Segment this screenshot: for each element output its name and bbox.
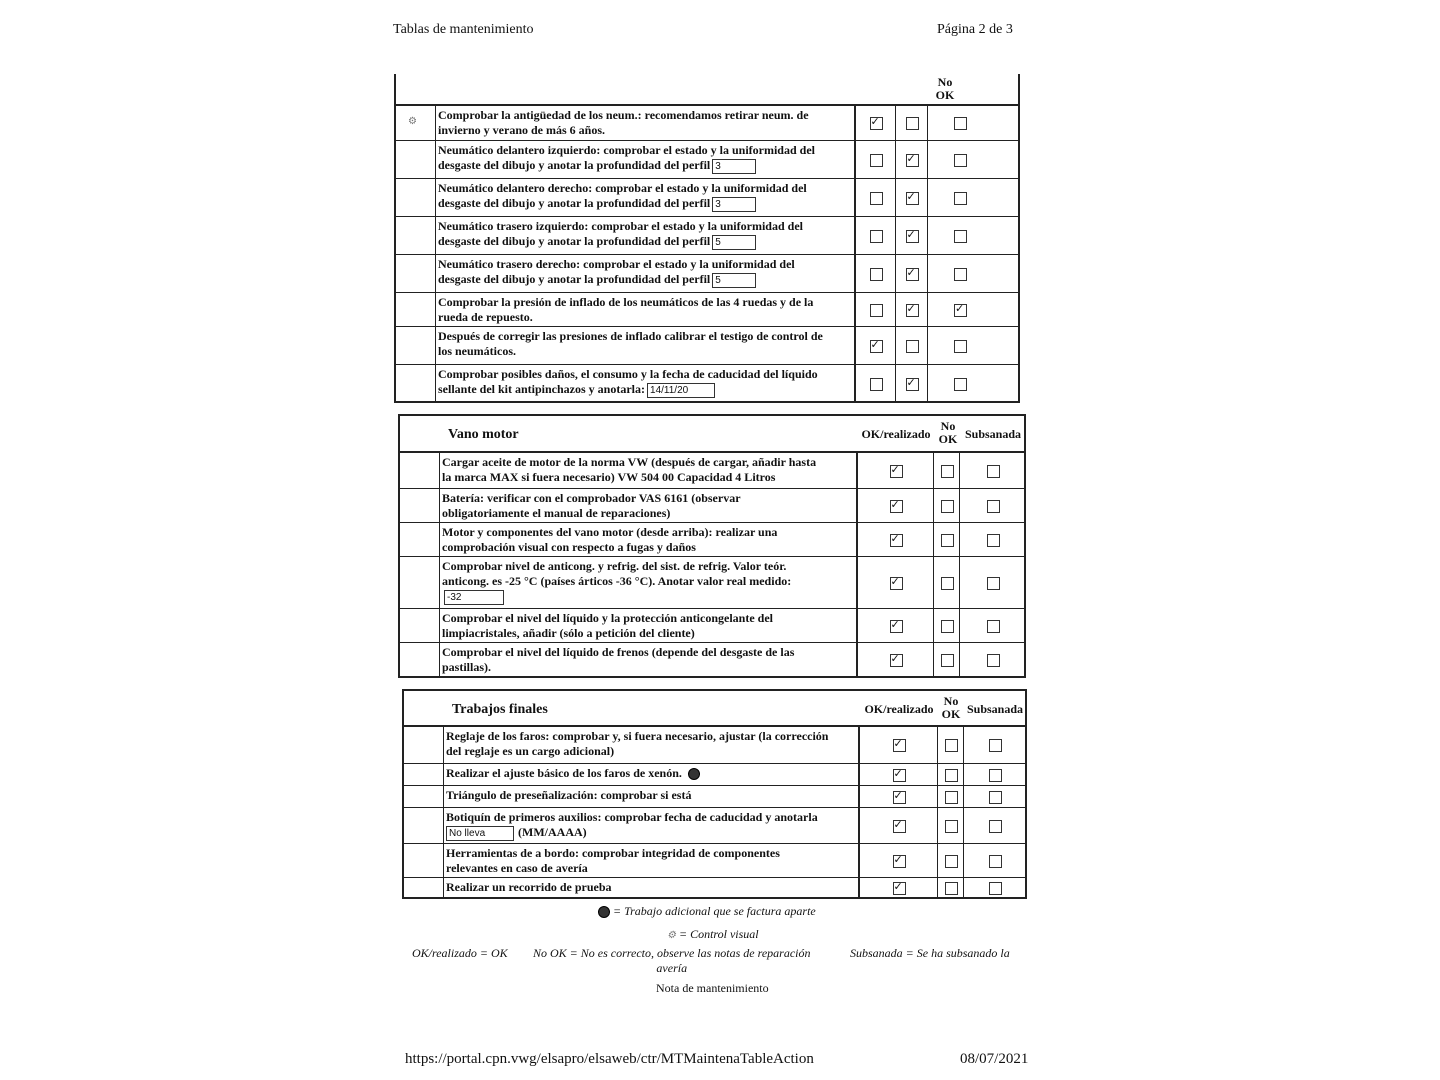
row-icon-cell <box>404 844 444 878</box>
no-ok-checkbox[interactable] <box>906 117 919 130</box>
description-line-1: Comprobar nivel de anticong. y refrig. del sist. de refrig. Valor teór. <box>442 559 787 573</box>
legend-no-ok: No OK = No es correcto, observe las notas de reparación avería <box>533 946 811 975</box>
no-ok-checkbox-cell <box>934 643 960 677</box>
row-icon-cell <box>396 365 436 403</box>
ok-checkbox-cell <box>858 489 934 523</box>
description-text: obligatoriamente el manual de reparaciones) <box>442 506 671 520</box>
table-row <box>404 763 1025 786</box>
description-line-1: Reglaje de los faros: comprobar y, si fuera necesario, ajustar (la corrección <box>446 729 829 743</box>
page-number: Página 2 de 3 <box>937 22 1013 37</box>
col-header-ok: OK/realizado <box>864 702 934 716</box>
row-description <box>440 643 858 677</box>
subsanada-checkbox-cell <box>928 255 992 293</box>
ok-checkbox[interactable] <box>870 230 883 243</box>
no-ok-checkbox[interactable] <box>945 882 958 895</box>
value-input[interactable]: No lleva <box>446 826 514 841</box>
ok-checkbox-cell <box>858 523 934 557</box>
subsanada-checkbox-cell <box>928 293 992 327</box>
table-row <box>404 807 1025 844</box>
subsanada-checkbox-cell <box>928 179 992 217</box>
no-ok-checkbox[interactable] <box>906 154 919 167</box>
ok-checkbox-cell <box>856 217 896 255</box>
table-row <box>396 140 1018 179</box>
description-text: relevantes en caso de avería <box>446 861 588 875</box>
description-line-1: Neumático delantero derecho: comprobar el estado y la uniformidad del <box>438 181 807 195</box>
ok-checkbox-cell <box>856 106 896 140</box>
ok-checkbox[interactable] <box>870 117 883 130</box>
description-line-2 <box>438 344 854 359</box>
row-description <box>436 217 856 255</box>
subsanada-checkbox-cell <box>960 557 1026 609</box>
ok-checkbox-cell <box>856 293 896 327</box>
description-line-1: Cargar aceite de motor de la norma VW (después de cargar, añadir hasta <box>442 455 817 469</box>
description-text: desgaste del dibujo y anotar la profundidad del perfil <box>438 272 711 286</box>
visual-control-icon: ⚙ <box>667 930 676 941</box>
description-text: comprobación visual con respecto a fugas y daños <box>442 540 696 554</box>
description-line-2 <box>438 196 854 212</box>
additional-work-icon <box>688 768 700 780</box>
table-row <box>404 727 1025 763</box>
description-line-2 <box>446 861 858 876</box>
row-icon-cell <box>396 217 436 255</box>
no-ok-checkbox[interactable] <box>945 739 958 752</box>
description-text: pastillas). <box>442 660 492 674</box>
subsanada-checkbox[interactable] <box>954 117 967 130</box>
subsanada-checkbox[interactable] <box>989 882 1002 895</box>
subsanada-checkbox-cell <box>960 523 1026 557</box>
ok-checkbox[interactable] <box>893 791 906 804</box>
document-title: Tablas de mantenimiento <box>393 22 534 37</box>
description-line-2 <box>442 626 856 641</box>
ok-checkbox[interactable] <box>890 577 903 590</box>
value-input[interactable]: 3 <box>712 159 756 174</box>
row-icon-cell <box>396 179 436 217</box>
ok-checkbox-cell <box>856 365 896 403</box>
description-line-2 <box>438 272 854 288</box>
ok-checkbox[interactable] <box>870 340 883 353</box>
description-text: limpiacristales, añadir (sólo a petición del cliente) <box>442 626 695 640</box>
description-line-1: Realizar un recorrido de prueba <box>446 880 612 894</box>
subsanada-checkbox[interactable] <box>954 304 967 317</box>
legend-visual-control: ⚙ = Control visual <box>667 927 759 941</box>
subsanada-checkbox[interactable] <box>987 534 1000 547</box>
row-icon-cell <box>400 609 440 643</box>
ok-checkbox-cell <box>856 327 896 365</box>
section-title-vano-motor: Vano motor <box>448 427 519 442</box>
subsanada-checkbox[interactable] <box>987 465 1000 478</box>
no-ok-checkbox[interactable] <box>941 577 954 590</box>
no-ok-checkbox[interactable] <box>945 820 958 833</box>
table-vano-motor <box>398 414 1026 678</box>
value-input[interactable]: 14/11/20 <box>647 383 715 398</box>
no-ok-checkbox-cell <box>896 293 928 327</box>
subsanada-checkbox[interactable] <box>954 154 967 167</box>
description-line-1: Comprobar la presión de inflado de los neumáticos de las 4 ruedas y de la <box>438 295 814 309</box>
subsanada-checkbox[interactable] <box>989 820 1002 833</box>
no-ok-checkbox[interactable] <box>945 791 958 804</box>
row-description <box>444 786 860 808</box>
subsanada-checkbox[interactable] <box>987 654 1000 667</box>
table-row <box>396 364 1018 403</box>
row-description <box>436 179 856 217</box>
table-row <box>396 254 1018 293</box>
description-text: rueda de repuesto. <box>438 310 533 324</box>
no-ok-checkbox-cell <box>934 609 960 643</box>
description-line-2 <box>446 825 858 841</box>
subsanada-checkbox-cell <box>928 365 992 403</box>
table-row <box>400 556 1024 609</box>
ok-checkbox-cell <box>858 609 934 643</box>
no-ok-checkbox-cell <box>938 764 964 786</box>
table-row <box>400 453 1024 488</box>
row-description <box>436 327 856 365</box>
ok-checkbox-cell <box>856 141 896 179</box>
no-ok-checkbox[interactable] <box>906 304 919 317</box>
description-line-1: Comprobar la antigüedad de los neum.: recomendamos retirar neum. de <box>438 108 809 122</box>
subsanada-checkbox-cell <box>964 764 1026 786</box>
description-line-2 <box>446 744 858 759</box>
description-text: desgaste del dibujo y anotar la profundidad del perfil <box>438 234 711 248</box>
row-icon-cell <box>396 106 436 140</box>
table-row <box>396 216 1018 255</box>
row-description <box>436 255 856 293</box>
no-ok-checkbox-cell <box>896 255 928 293</box>
no-ok-checkbox-cell <box>934 453 960 488</box>
description-line-2 <box>438 382 854 398</box>
description-text: los neumáticos. <box>438 344 516 358</box>
no-ok-checkbox[interactable] <box>941 620 954 633</box>
subsanada-checkbox[interactable] <box>954 340 967 353</box>
description-line-1: Neumático trasero derecho: comprobar el estado y la uniformidad del <box>438 257 795 271</box>
ok-checkbox[interactable] <box>870 378 883 391</box>
row-description <box>436 141 856 179</box>
ok-checkbox[interactable] <box>890 465 903 478</box>
col-header-no-ok: No OK <box>935 75 955 102</box>
table-row <box>400 522 1024 557</box>
table-row <box>400 488 1024 523</box>
subsanada-checkbox[interactable] <box>989 739 1002 752</box>
row-icon-cell <box>404 727 444 763</box>
row-description <box>444 764 860 786</box>
no-ok-checkbox[interactable] <box>906 268 919 281</box>
description-text: la marca MAX si fuera necesario) VW 504 00 Capacidad 4 Litros <box>442 470 776 484</box>
col-header-ok: OK/realizado <box>861 427 931 441</box>
row-description <box>444 844 860 878</box>
row-icon-cell <box>400 453 440 488</box>
no-ok-checkbox[interactable] <box>941 654 954 667</box>
table-row <box>396 178 1018 217</box>
row-icon-cell <box>404 878 444 898</box>
no-ok-checkbox[interactable] <box>906 340 919 353</box>
description-line-1: Comprobar posibles daños, el consumo y la fecha de caducidad del líquido <box>438 367 818 381</box>
col-header-no-ok: No OK <box>941 694 961 721</box>
ok-checkbox[interactable] <box>893 820 906 833</box>
row-description <box>440 609 858 643</box>
ok-checkbox-cell <box>860 727 938 763</box>
ok-checkbox[interactable] <box>890 534 903 547</box>
row-icon-cell <box>396 255 436 293</box>
no-ok-checkbox-cell <box>938 844 964 878</box>
subsanada-checkbox-cell <box>960 609 1026 643</box>
description-line-2 <box>442 470 856 485</box>
description-text: desgaste del dibujo y anotar la profundidad del perfil <box>438 158 711 172</box>
description-line-1: Motor y componentes del vano motor (desde arriba): realizar una <box>442 525 778 539</box>
no-ok-checkbox-cell <box>896 365 928 403</box>
ok-checkbox[interactable] <box>893 855 906 868</box>
row-description <box>436 106 856 140</box>
ok-checkbox[interactable] <box>870 268 883 281</box>
col-header-no-ok: No OK <box>938 419 958 446</box>
description-text: (MM/AAAA) <box>518 825 587 839</box>
section-title-trabajos-finales: Trabajos finales <box>452 702 548 717</box>
subsanada-checkbox-cell <box>960 489 1026 523</box>
description-line-2 <box>438 158 854 174</box>
no-ok-checkbox-cell <box>938 878 964 898</box>
ok-checkbox[interactable] <box>870 304 883 317</box>
ok-checkbox-cell <box>856 255 896 293</box>
table-row <box>404 785 1025 808</box>
description-line-1: Batería: verificar con el comprobador VAS 6161 (observar <box>442 491 741 505</box>
subsanada-checkbox-cell <box>964 878 1026 898</box>
no-ok-checkbox[interactable] <box>941 465 954 478</box>
row-description <box>436 365 856 403</box>
subsanada-checkbox[interactable] <box>989 769 1002 782</box>
description-line-2 <box>442 660 856 675</box>
subsanada-checkbox-cell <box>964 808 1026 844</box>
table-row <box>396 292 1018 327</box>
row-icon-cell <box>396 141 436 179</box>
table-row <box>400 642 1024 677</box>
description-line-2 <box>438 234 854 250</box>
row-icon-cell <box>400 489 440 523</box>
legend-ok: OK/realizado = OK <box>412 946 508 960</box>
no-ok-checkbox-cell <box>896 327 928 365</box>
value-input[interactable]: 5 <box>712 273 756 288</box>
no-ok-checkbox-cell <box>896 179 928 217</box>
row-description <box>444 878 860 898</box>
ok-checkbox[interactable] <box>893 739 906 752</box>
description-text: anticong. es -25 °C (países árticos -36 °C). Anotar valor real medido: <box>442 574 792 588</box>
row-description <box>440 523 858 557</box>
additional-work-icon <box>598 906 610 918</box>
description-line-1: Triángulo de preseñalización: comprobar si está <box>446 788 692 802</box>
description-line-1: Neumático trasero izquierdo: comprobar el estado y la uniformidad del <box>438 219 803 233</box>
subsanada-checkbox-cell <box>960 643 1026 677</box>
value-input[interactable]: 3 <box>712 197 756 212</box>
ok-checkbox[interactable] <box>870 154 883 167</box>
row-icon-cell <box>404 808 444 844</box>
ok-checkbox-cell <box>860 764 938 786</box>
ok-checkbox[interactable] <box>893 882 906 895</box>
ok-checkbox-cell <box>858 643 934 677</box>
subsanada-checkbox[interactable] <box>954 268 967 281</box>
row-icon-cell <box>396 327 436 365</box>
table-row <box>404 843 1025 878</box>
footer-date: 08/07/2021 <box>960 1051 1029 1067</box>
ok-checkbox-cell <box>860 786 938 808</box>
description-text: sellante del kit antipinchazos y anotarla: <box>438 382 646 396</box>
value-input[interactable]: -32 <box>444 590 504 605</box>
description-line-1: Botiquín de primeros auxilios: comprobar fecha de caducidad y anotarla <box>446 810 818 824</box>
description-text: invierno y verano de más 6 años. <box>438 123 606 137</box>
legend-subsanada: Subsanada = Se ha subsanado la <box>850 946 1010 960</box>
ok-checkbox[interactable] <box>893 769 906 782</box>
no-ok-checkbox-cell <box>938 727 964 763</box>
no-ok-checkbox[interactable] <box>906 230 919 243</box>
no-ok-checkbox-cell <box>896 217 928 255</box>
subsanada-checkbox-cell <box>928 217 992 255</box>
ok-checkbox-cell <box>856 179 896 217</box>
col-header-subsanada: Subsanada <box>964 427 1022 441</box>
subsanada-checkbox-cell <box>928 141 992 179</box>
no-ok-checkbox[interactable] <box>945 769 958 782</box>
table-trabajos-finales <box>402 689 1027 899</box>
description-text: desgaste del dibujo y anotar la profundidad del perfil <box>438 196 711 210</box>
table-neumaticos <box>394 74 1020 403</box>
row-icon-cell <box>404 786 444 808</box>
no-ok-checkbox[interactable] <box>941 534 954 547</box>
table-row <box>404 877 1025 898</box>
row-icon-cell <box>400 557 440 609</box>
no-ok-checkbox-cell <box>938 808 964 844</box>
ok-checkbox[interactable] <box>890 654 903 667</box>
description-line-2 <box>442 540 856 555</box>
description-text: del reglaje es un cargo adicional) <box>446 744 615 758</box>
no-ok-checkbox[interactable] <box>941 500 954 513</box>
table-row <box>396 326 1018 365</box>
description-line-1: Comprobar el nivel del líquido de frenos (depende del desgaste de las <box>442 645 795 659</box>
no-ok-checkbox-cell <box>934 557 960 609</box>
row-description <box>440 489 858 523</box>
ok-checkbox[interactable] <box>890 500 903 513</box>
row-description <box>440 453 858 488</box>
legend-additional-work: = Trabajo adicional que se factura aparte <box>598 904 816 919</box>
description-line-2 <box>442 574 856 589</box>
subsanada-checkbox[interactable] <box>989 791 1002 804</box>
no-ok-checkbox[interactable] <box>906 192 919 205</box>
description-line-1: Neumático delantero izquierdo: comprobar el estado y la uniformidad del <box>438 143 815 157</box>
no-ok-checkbox[interactable] <box>906 378 919 391</box>
subsanada-checkbox[interactable] <box>987 500 1000 513</box>
subsanada-checkbox[interactable] <box>987 620 1000 633</box>
row-icon-cell <box>400 643 440 677</box>
row-icon-cell <box>400 523 440 557</box>
no-ok-checkbox-cell <box>934 523 960 557</box>
description-line-1: Herramientas de a bordo: comprobar integridad de componentes <box>446 846 780 860</box>
subsanada-checkbox-cell <box>960 453 1026 488</box>
subsanada-checkbox-cell <box>928 106 992 140</box>
no-ok-checkbox[interactable] <box>945 855 958 868</box>
ok-checkbox[interactable] <box>890 620 903 633</box>
ok-checkbox-cell <box>858 557 934 609</box>
no-ok-checkbox-cell <box>896 141 928 179</box>
no-ok-checkbox-cell <box>934 489 960 523</box>
value-input[interactable]: 5 <box>712 235 756 250</box>
row-description <box>444 808 860 844</box>
description-line-1: Después de corregir las presiones de inflado calibrar el testigo de control de <box>438 329 823 343</box>
ok-checkbox-cell <box>858 453 934 488</box>
subsanada-checkbox-cell <box>964 786 1026 808</box>
subsanada-checkbox-cell <box>964 844 1026 878</box>
table-row <box>400 608 1024 643</box>
ok-checkbox-cell <box>860 844 938 878</box>
ok-checkbox-cell <box>860 808 938 844</box>
subsanada-checkbox[interactable] <box>989 855 1002 868</box>
subsanada-checkbox[interactable] <box>954 230 967 243</box>
no-ok-checkbox-cell <box>938 786 964 808</box>
description-line-1: Realizar el ajuste básico de los faros de xenón. <box>446 766 858 781</box>
footer-url[interactable]: https://portal.cpn.vwg/elsapro/elsaweb/ctr/MTMaintenaTableAction <box>405 1051 814 1067</box>
row-icon-cell <box>404 764 444 786</box>
subsanada-checkbox[interactable] <box>954 192 967 205</box>
no-ok-checkbox-cell <box>896 106 928 140</box>
subsanada-checkbox-cell <box>928 327 992 365</box>
visual-control-icon: ⚙ <box>408 116 417 127</box>
row-description <box>444 727 860 763</box>
description-line-2 <box>438 123 854 138</box>
description-line-2 <box>438 310 854 325</box>
subsanada-checkbox[interactable] <box>954 378 967 391</box>
description-line-1: Comprobar el nivel del líquido y la protección anticongelante del <box>442 611 774 625</box>
table-row <box>396 106 1018 140</box>
maintenance-note: Nota de mantenimiento <box>656 981 769 995</box>
row-icon-cell <box>396 293 436 327</box>
col-header-subsanada: Subsanada <box>966 702 1024 716</box>
subsanada-checkbox[interactable] <box>987 577 1000 590</box>
row-description <box>436 293 856 327</box>
ok-checkbox-cell <box>860 878 938 898</box>
subsanada-checkbox-cell <box>964 727 1026 763</box>
description-line-2 <box>442 506 856 521</box>
ok-checkbox[interactable] <box>870 192 883 205</box>
row-description <box>440 557 858 609</box>
